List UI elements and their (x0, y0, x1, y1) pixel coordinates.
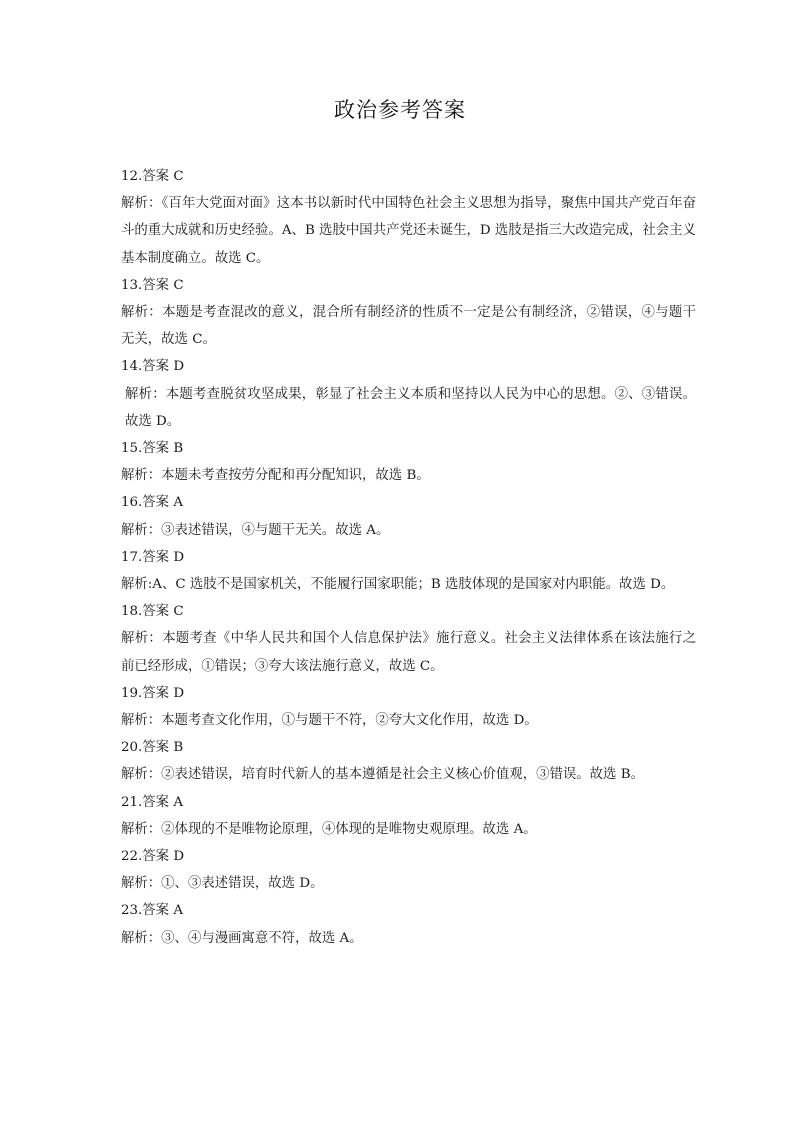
answer-explanation: 解析:A、C 选肢不是国家机关，不能履行国家职能；B 选肢体现的是国家对内职能。故选 D。 (121, 577, 675, 593)
answer-item-23 (121, 897, 696, 951)
answer-item-21 (121, 789, 696, 843)
answer-item-20 (121, 734, 696, 788)
answer-explanation: 解析：本题考查文化作用，①与题干不符，②夸大文化作用，故选 D。 (121, 713, 538, 729)
answer-head: 14.答案 D (121, 359, 185, 375)
answer-head: 17.答案 D (121, 549, 185, 565)
answer-explanation: 解析：本题是考查混改的意义，混合所有制经济的性质不一定是公有制经济，②错误，④与题干无关，故选 C。 (121, 305, 696, 348)
answer-explanation: 解析：②体现的不是唯物论原理，④体现的是唯物史观原理。故选 A。 (121, 821, 537, 837)
answer-head: 13.答案 C (121, 277, 184, 293)
answer-explanation: 解析：《百年大党面对面》这本书以新时代中国特色社会主义思想为指导，聚焦中国共产党百年奋斗的重大成就和历史经验。A、B 选肢中国共产党还未诞生，D 选肢是指三大改造完成，社会主义基本制度确立。故选 C。 (121, 196, 696, 266)
answer-head: 16.答案 A (121, 495, 184, 511)
answer-explanation: 解析：本题考查脱贫攻坚成果，彰显了社会主义本质和坚持以人民为中心的思想。②、③错误。故选 D。 (125, 386, 696, 429)
answer-list (121, 163, 696, 952)
answer-explanation: 解析：本题考查《中华人民共和国个人信息保护法》施行意义。社会主义法律体系在该法施行之前已经形成，①错误；③夸大该法施行意义，故选 C。 (121, 631, 696, 674)
answer-explanation: 解析：③表述错误，④与题干无关。故选 A。 (121, 522, 390, 538)
answer-head: 19.答案 D (121, 685, 185, 701)
answer-explanation: 解析：①、③表述错误，故选 D。 (121, 876, 324, 892)
page-title: 政治参考答案 (334, 98, 466, 122)
answer-item-14 (121, 353, 696, 435)
answer-head: 12.答案 C (121, 169, 184, 184)
answer-head: 18.答案 C (121, 604, 184, 620)
answer-item-17 (121, 544, 696, 598)
answer-explanation: 解析：本题未考查按劳分配和再分配知识，故选 B。 (121, 468, 430, 484)
answer-head: 15.答案 B (121, 441, 184, 457)
answer-head: 21.答案 A (121, 794, 184, 810)
answer-explanation: 解析：②表述错误，培育时代新人的基本遵循是社会主义核心价值观，③错误。故选 B。 (121, 767, 644, 783)
answer-item-22 (121, 843, 696, 897)
answer-item-12 (121, 163, 696, 272)
answer-explanation: 解析：③、④与漫画寓意不符，故选 A。 (121, 930, 363, 946)
answer-item-19 (121, 680, 696, 734)
answer-head: 22.答案 D (121, 849, 185, 865)
answer-item-18 (121, 598, 696, 680)
answer-head: 23.答案 A (121, 903, 184, 919)
answer-item-13 (121, 272, 696, 354)
answer-item-16 (121, 489, 696, 543)
answer-item-15 (121, 435, 696, 489)
answer-head: 20.答案 B (121, 740, 184, 756)
